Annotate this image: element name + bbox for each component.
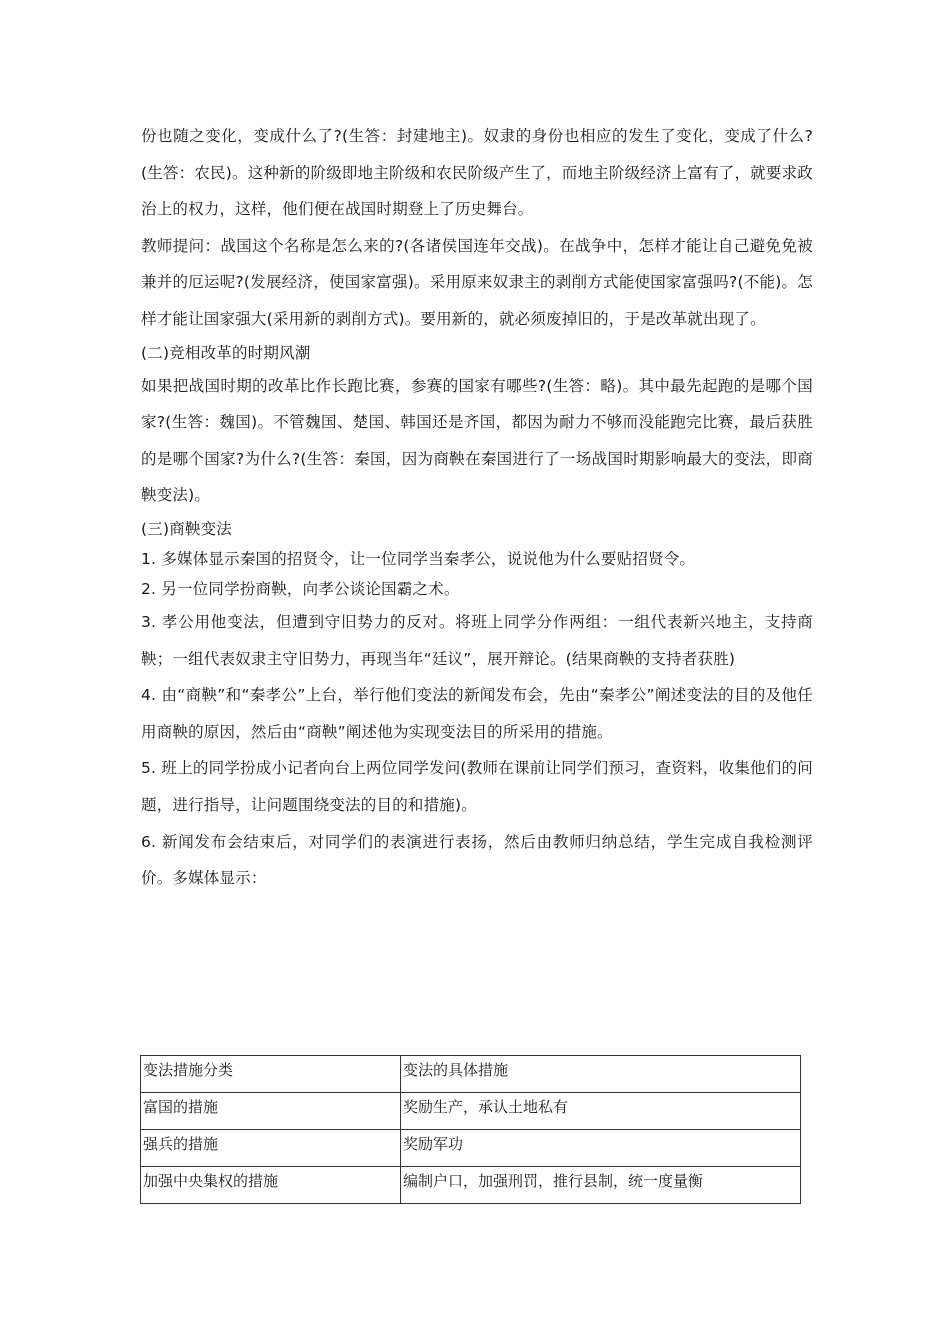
table-cell-category: 加强中央集权的措施 xyxy=(141,1167,401,1204)
table-cell-category: 强兵的措施 xyxy=(141,1130,401,1167)
table-cell-category: 富国的措施 xyxy=(141,1093,401,1130)
table-cell-measures: 奖励生产，承认土地私有 xyxy=(401,1093,801,1130)
list-item-3: 3. 孝公用他变法，但遭到守旧势力的反对。将班上同学分作两组：一组代表新兴地主，支持商鞅；一组代表奴隶主守旧势力，再现当年“廷议”，展开辩论。(结果商鞅的支持者获胜) xyxy=(141,612,813,668)
table-row xyxy=(141,1093,801,1130)
table-cell-measures: 奖励军功 xyxy=(401,1130,801,1167)
paragraph-reform-race: 如果把战国时期的改革比作长跑比赛，参赛的国家有哪些?(生答：略)。其中最先起跑的是哪个国家?(生答：魏国)。不管魏国、楚国、韩国还是齐国，都因为耐力不够而没能跑完比赛，最后获胜的是哪个国家?为什么?(生答：秦国，因为商鞅在秦国进行了一场战国时期影响最大的变法，即商鞅变法)。 xyxy=(141,376,813,505)
section-heading-shang-yang: (三)商鞅变法 xyxy=(141,519,232,538)
document-body xyxy=(141,118,813,897)
list-item-2: 2. 另一位同学扮商鞅，向孝公谈论国霸之术。 xyxy=(141,579,460,598)
paragraph-class-change: 份也随之变化，变成什么了?(生答：封建地主)。奴隶的身份也相应的发生了变化，变成了什么?(生答：农民)。这种新的阶级即地主阶级和农民阶级产生了，而地主阶级经济上富有了，就要求政治上的权力，这样，他们便在战国时期登上了历史舞台。 xyxy=(141,127,813,219)
list-item-6: 6. 新闻发布会结束后，对同学们的表演进行表扬，然后由教师归纳总结，学生完成自我检测评价。多媒体显示： xyxy=(141,832,813,888)
list-item-4: 4. 由“商鞅”和“秦孝公”上台，举行他们变法的新闻发布会，先由“秦孝公”阐述变法的目的及他任用商鞅的原因，然后由“商鞅”阐述他为实现变法目的所采用的措施。 xyxy=(141,686,813,741)
list-item-1: 1. 多媒体显示秦国的招贤令，让一位同学当秦孝公，说说他为什么要贴招贤令。 xyxy=(141,549,696,568)
paragraph-teacher-question: 教师提问：战国这个名称是怎么来的?(各诸侯国连年交战)。在战争中，怎样才能让自己避免免被兼并的厄运呢?(发展经济，使国家富强)。采用原来奴隶主的剥削方式能使国家富强吗?(不能)。怎样才能让国家强大(采用新的剥削方式)。要用新的，就必须废掉旧的，于是改革就出现了。 xyxy=(141,236,813,328)
table-header-row xyxy=(141,1056,801,1093)
table-header-cell: 变法措施分类 xyxy=(141,1056,401,1093)
table-row xyxy=(141,1130,801,1167)
table-header-cell: 变法的具体措施 xyxy=(401,1056,801,1093)
section-heading-reform-trend: (二)竞相改革的时期风潮 xyxy=(141,343,311,362)
reform-measures-table xyxy=(140,1055,801,1204)
table-row xyxy=(141,1167,801,1204)
list-item-5: 5. 班上的同学扮成小记者向台上两位同学发问(教师在课前让同学们预习，查资料，收集他们的问题，进行指导，让问题围绕变法的目的和措施)。 xyxy=(141,759,813,814)
table-cell-measures: 编制户口，加强刑罚，推行县制，统一度量衡 xyxy=(401,1167,801,1204)
